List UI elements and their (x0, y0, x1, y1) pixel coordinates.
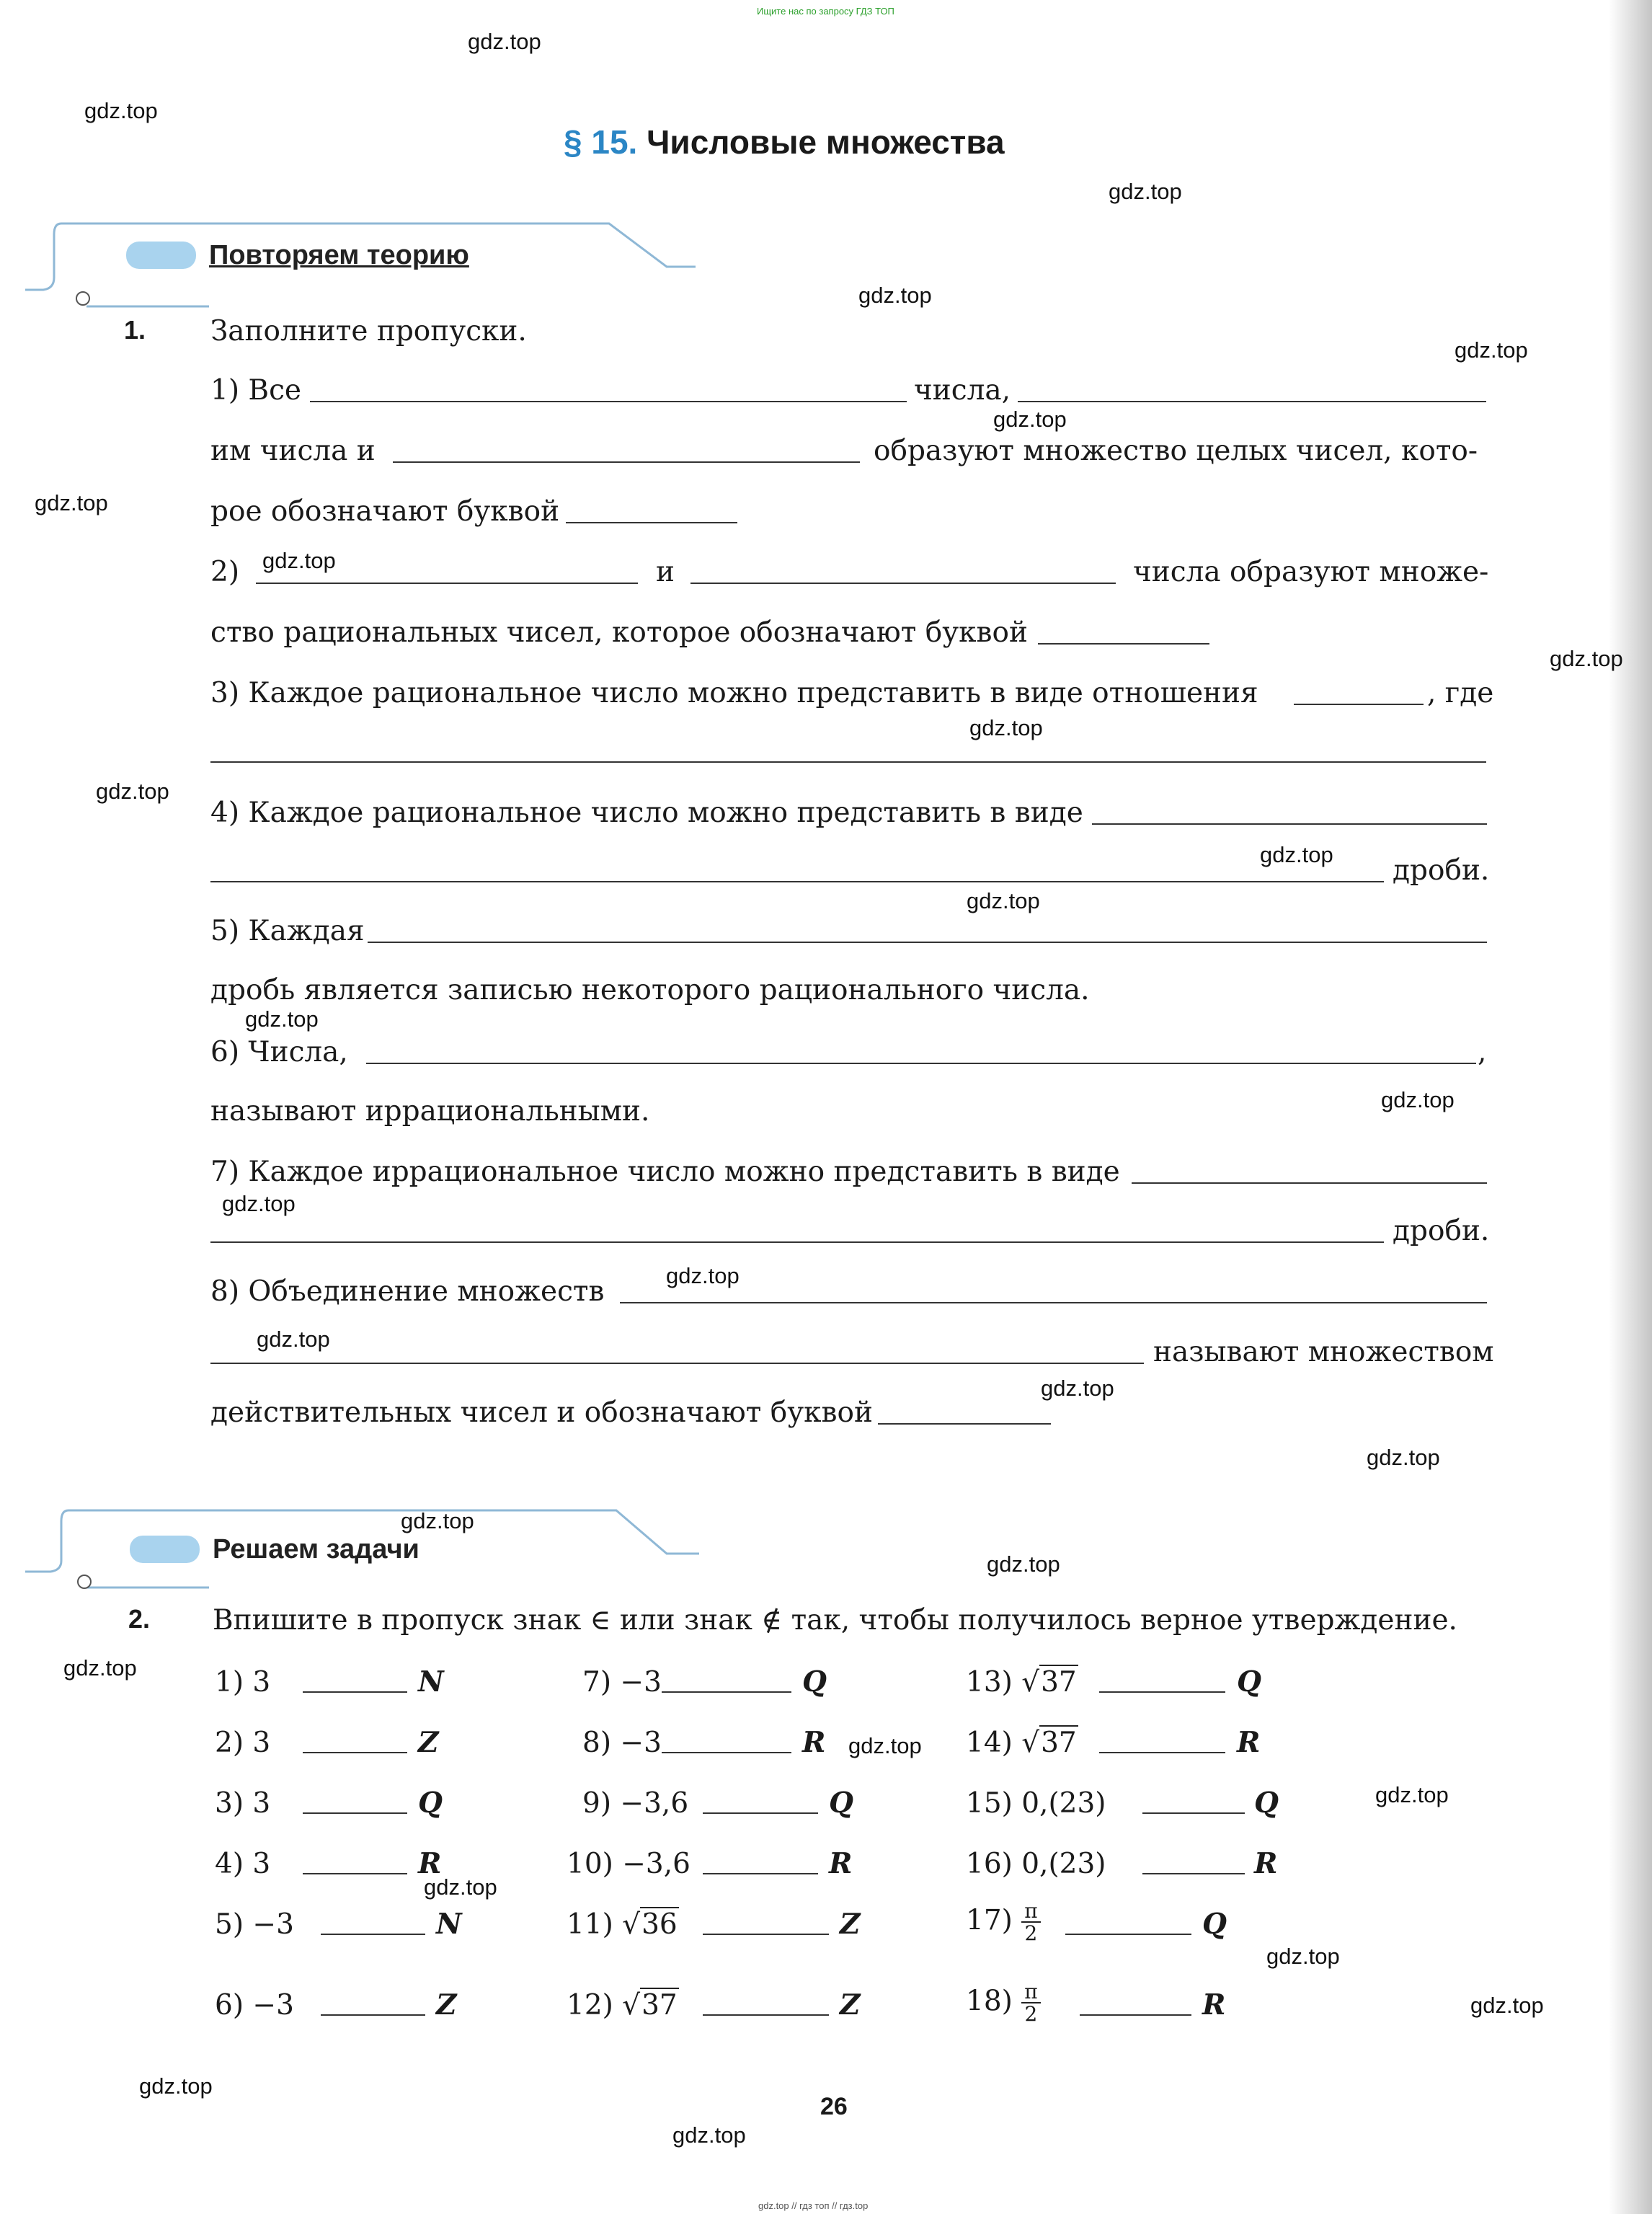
item-14-blank[interactable] (1099, 1752, 1225, 1753)
task1-line1-start: 1) Все (210, 374, 302, 407)
watermark: gdz.top (858, 283, 932, 308)
watermark: gdz.top (1470, 1993, 1544, 2018)
item-8-label: 8) −3 (582, 1727, 662, 1759)
watermark: gdz.top (63, 1655, 137, 1681)
item-15-blank[interactable] (1142, 1812, 1245, 1814)
watermark: gdz.top (257, 1327, 330, 1352)
watermark: gdz.top (468, 29, 541, 54)
item-3-label: 3) 3 (215, 1787, 271, 1820)
watermark: gdz.top (262, 548, 336, 573)
watermark: gdz.top (1109, 179, 1182, 204)
top-caption: Ищите нас по запросу ГДЗ ТОП (757, 6, 894, 17)
task1-line11-comma: , (1478, 1036, 1487, 1068)
item-18-set: R (1202, 1988, 1226, 2022)
item-10-label: 10) −3,6 (567, 1848, 690, 1880)
item-11-radicand: 36 (641, 1908, 678, 1941)
watermark: gdz.top (848, 1733, 922, 1758)
watermark: gdz.top (1260, 842, 1333, 867)
item-13-set: Q (1237, 1665, 1261, 1699)
tasks-header-pill (130, 1536, 200, 1563)
item-7-set: Q (802, 1665, 827, 1699)
item-2-blank[interactable] (303, 1752, 407, 1753)
task1-line10: дробь является записью некоторого рационального числа. (210, 974, 1090, 1006)
item-12-number: 12) (567, 1989, 613, 2022)
item-6-blank[interactable] (321, 2014, 425, 2016)
item-7-blank[interactable] (662, 1691, 791, 1693)
item-9-blank[interactable] (703, 1812, 818, 1814)
blank-3[interactable] (566, 522, 737, 523)
watermark: gdz.top (987, 1551, 1060, 1577)
item-14-number: 14) (966, 1727, 1013, 1759)
blank-6b[interactable] (210, 761, 1486, 763)
item-2-set: Z (418, 1726, 439, 1759)
item-11-number: 11) (567, 1908, 613, 1941)
item-17-set: Q (1202, 1908, 1227, 1941)
blank-15[interactable] (620, 1302, 1487, 1303)
task1-line9: 5) Каждая (210, 915, 365, 947)
item-13-sqrt: √37 (1021, 1666, 1077, 1699)
item-8-set: R (802, 1726, 826, 1759)
page-edge-shadow (1609, 0, 1652, 2214)
item-12-radicand: 37 (641, 1989, 678, 2022)
task2-number: 2. (128, 1604, 151, 1634)
blank-11[interactable] (366, 1063, 1476, 1064)
item-5-blank[interactable] (321, 1934, 425, 1935)
task1-line15: 8) Объединение множеств (210, 1275, 605, 1308)
item-6-label: 6) −3 (215, 1989, 294, 2022)
item-11-label (567, 1910, 679, 1939)
item-14-label (966, 1729, 1078, 1757)
watermark: gdz.top (401, 1508, 474, 1533)
blank-16[interactable] (210, 1363, 1144, 1364)
item-14-sqrt: √37 (1021, 1727, 1077, 1759)
blank-8[interactable] (210, 881, 1384, 882)
item-18-denominator: 2 (1024, 2002, 1038, 2027)
item-5-label: 5) −3 (215, 1908, 294, 1941)
watermark: gdz.top (35, 490, 108, 515)
item-3-set: Q (418, 1786, 443, 1820)
tasks-header: Решаем задачи (213, 1534, 419, 1564)
item-18-numerator: π (1021, 1981, 1040, 2003)
watermark: gdz.top (969, 715, 1043, 740)
item-2-label: 2) 3 (215, 1727, 271, 1759)
item-16-set: R (1254, 1847, 1278, 1880)
item-17-blank[interactable] (1065, 1934, 1191, 1935)
task1-line4-end: числа образуют множе- (1133, 556, 1489, 588)
item-13-blank[interactable] (1099, 1691, 1225, 1693)
watermark: gdz.top (993, 407, 1067, 432)
blank-1a[interactable] (310, 401, 907, 402)
blank-7[interactable] (1092, 823, 1487, 825)
watermark: gdz.top (84, 98, 158, 123)
watermark: gdz.top (1367, 1445, 1440, 1470)
item-14-set: R (1237, 1726, 1261, 1759)
item-17-label (966, 1900, 1041, 1944)
task1-line2-end: образуют множество целых чисел, кото- (874, 435, 1478, 467)
item-11-set: Z (840, 1908, 861, 1941)
item-18-blank[interactable] (1080, 2014, 1191, 2016)
item-4-blank[interactable] (303, 1873, 407, 1874)
watermark: gdz.top (1455, 337, 1528, 363)
section-number: § 15. (564, 123, 638, 161)
item-14-radicand: 37 (1041, 1727, 1077, 1759)
watermark: gdz.top (1041, 1376, 1114, 1401)
task1-line8: дроби. (1393, 854, 1490, 887)
watermark: gdz.top (424, 1874, 497, 1900)
item-12-sqrt: √37 (622, 1989, 678, 2022)
blank-5[interactable] (1038, 643, 1209, 645)
task1-line2-start: им числа и (210, 435, 376, 467)
item-18-number: 18) (966, 1985, 1013, 2018)
item-7-label: 7) −3 (582, 1666, 662, 1699)
item-17-fraction (1021, 1900, 1040, 1944)
watermark: gdz.top (1266, 1944, 1340, 1969)
watermark: gdz.top (1381, 1087, 1455, 1112)
item-11-sqrt: √36 (622, 1908, 678, 1941)
item-4-set: R (418, 1847, 442, 1880)
item-1-blank[interactable] (303, 1691, 407, 1693)
watermark: gdz.top (1550, 646, 1623, 671)
item-10-blank[interactable] (703, 1873, 818, 1874)
item-10-set: R (829, 1847, 853, 1880)
blank-6a[interactable] (1294, 704, 1424, 705)
item-4-label: 4) 3 (215, 1848, 271, 1880)
blank-1b[interactable] (1018, 401, 1486, 402)
task1-line14: дроби. (1393, 1215, 1490, 1247)
watermark: gdz.top (666, 1263, 740, 1288)
item-16-blank[interactable] (1142, 1873, 1245, 1874)
item-12-label (567, 1989, 679, 2022)
item-13-number: 13) (966, 1666, 1013, 1699)
task1-line17: действительных чисел и обозначают буквой (210, 1396, 873, 1429)
watermark: gdz.top (967, 888, 1040, 913)
watermark: gdz.top (1375, 1782, 1449, 1807)
item-12-blank[interactable] (703, 2014, 829, 2016)
watermark: gdz.top (245, 1006, 319, 1032)
item-13-radicand: 37 (1041, 1666, 1077, 1699)
item-9-label: 9) −3,6 (582, 1787, 689, 1820)
item-1-label: 1) 3 (215, 1666, 271, 1699)
watermark: gdz.top (672, 2122, 746, 2148)
task2-title: Впишите в пропуск знак ∈ или знак ∉ так, чтобы получилось верное утверждение. (213, 1604, 1457, 1637)
task1-line12: называют иррациональными. (210, 1095, 650, 1128)
page-number: 26 (820, 2093, 848, 2120)
item-8-blank[interactable] (662, 1752, 791, 1753)
bottom-caption: gdz.top // гдз топ // гдз.top (758, 2200, 869, 2211)
watermark: gdz.top (139, 2073, 213, 2099)
task1-line5: ство рациональных чисел, которое обозначают буквой (210, 616, 1028, 649)
task1-line6: 3) Каждое рациональное число можно представить в виде отношения (210, 677, 1258, 709)
item-5-set: N (436, 1908, 462, 1941)
item-17-number: 17) (966, 1904, 1013, 1937)
section-title-text: Числовые множества (647, 123, 1005, 161)
watermark: gdz.top (222, 1191, 296, 1216)
item-11-blank[interactable] (703, 1934, 829, 1935)
task1-line13: 7) Каждое иррациональное число можно представить в виде (210, 1156, 1120, 1188)
item-12-set: Z (840, 1988, 861, 2022)
blank-9[interactable] (368, 942, 1487, 943)
item-6-set: Z (436, 1988, 457, 2022)
item-15-label: 15) 0,(23) (966, 1787, 1106, 1820)
task1-line6-end: , где (1427, 677, 1494, 709)
blank-2a[interactable] (393, 461, 860, 463)
task1-line16: называют множеством (1153, 1336, 1494, 1368)
task1-line11: 6) Числа, (210, 1036, 348, 1068)
task1-line3: рое обозначают буквой (210, 495, 560, 528)
task1-line7: 4) Каждое рациональное число можно представить в виде (210, 797, 1083, 829)
theory-header-pill (126, 242, 196, 269)
blank-14[interactable] (210, 1241, 1384, 1243)
task1-title: Заполните пропуски. (210, 315, 527, 347)
task1-line4-and: и (656, 556, 675, 588)
watermark: gdz.top (96, 779, 169, 804)
task1-line1-mid: числа, (914, 374, 1011, 407)
item-15-set: Q (1254, 1786, 1279, 1820)
theory-header: Повторяем теорию (209, 240, 469, 270)
blank-4b[interactable] (690, 583, 1116, 584)
item-17-numerator: π (1021, 1900, 1040, 1923)
item-3-blank[interactable] (303, 1812, 407, 1814)
task1-line4-start: 2) (210, 556, 240, 588)
task1-number: 1. (124, 315, 146, 345)
item-9-set: Q (829, 1786, 853, 1820)
item-17-denominator: 2 (1024, 1921, 1038, 1946)
item-16-label: 16) 0,(23) (966, 1848, 1106, 1880)
item-18-fraction (1021, 1981, 1040, 2025)
item-18-label (966, 1981, 1041, 2025)
item-1-set: N (418, 1665, 444, 1699)
blank-13[interactable] (1132, 1182, 1487, 1184)
section-title (564, 123, 1005, 161)
blank-17[interactable] (878, 1423, 1051, 1425)
item-13-label (966, 1666, 1078, 1699)
blank-4a[interactable] (256, 583, 638, 584)
